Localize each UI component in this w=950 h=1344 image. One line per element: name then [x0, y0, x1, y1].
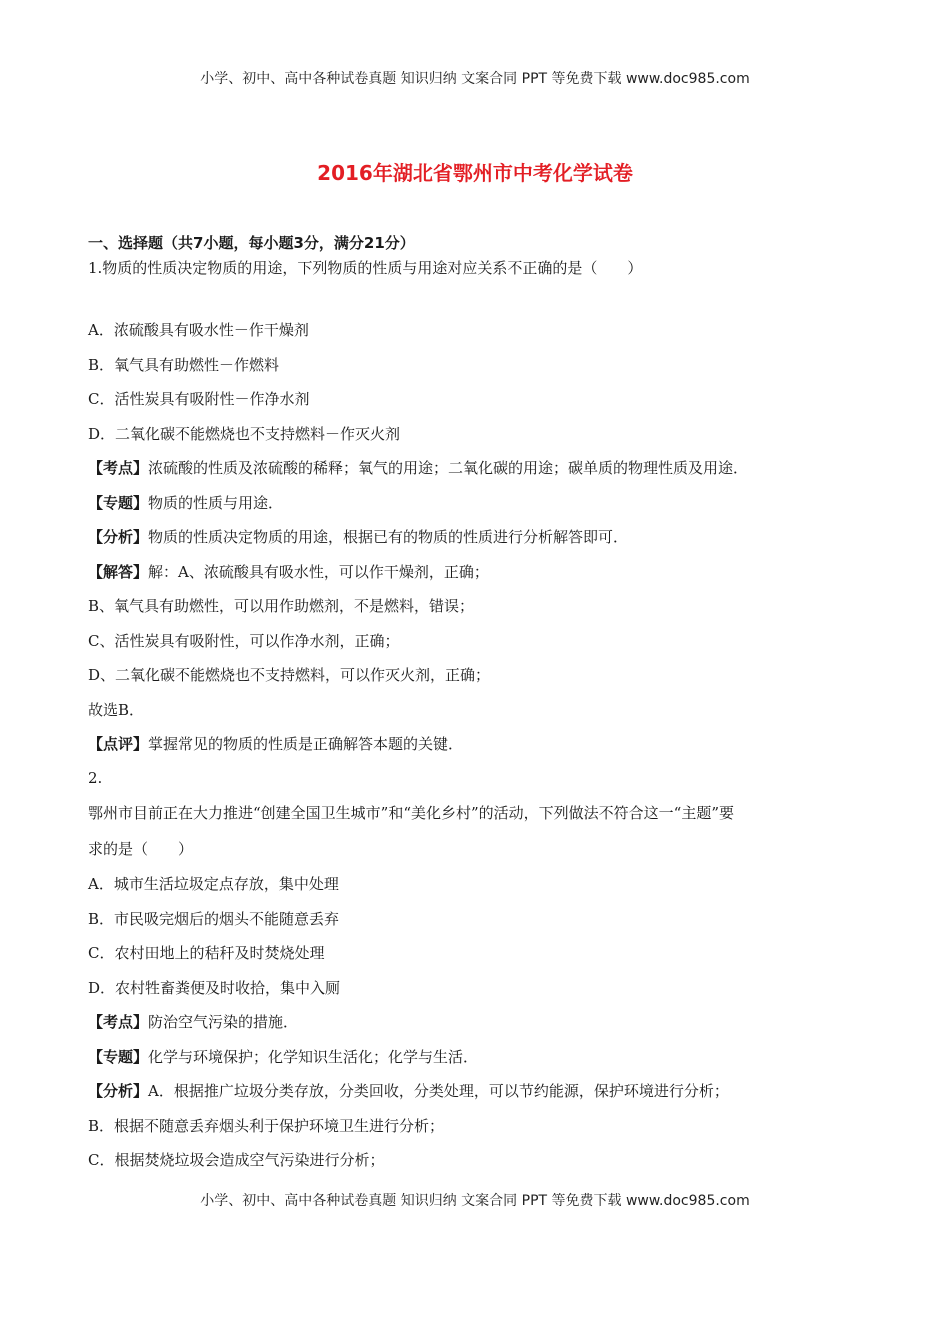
q1-jieda-line-2: B、氧气具有助燃性，可以用作助燃剂，不是燃料，错误；	[88, 597, 475, 615]
q2-stem-line-2: 求的是（ ）	[88, 840, 194, 858]
q2-kaodian	[88, 1012, 298, 1032]
q2-fenxi-tag: 【分析】	[88, 1082, 149, 1100]
q1-kaodian-text: 浓硫酸的性质及浓硫酸的稀释；氧气的用途；二氧化碳的用途；碳单质的物理性质及用途．	[148, 459, 749, 477]
q2-zhuanti	[88, 1047, 478, 1067]
q2-option-d: D．农村牲畜粪便及时收拾，集中入厕	[88, 979, 341, 997]
q1-jieda-line-3: C、活性炭具有吸附性，可以作净水剂，正确；	[88, 632, 400, 650]
q2-fenxi-line-2: B．根据不随意丢弃烟头利于保护环境卫生进行分析；	[88, 1117, 445, 1135]
q2-fenxi-line-3: C．根据焚烧垃圾会造成空气污染进行分析；	[88, 1151, 385, 1169]
q1-jieda-line-1: 解：A、浓硫酸具有吸水性，可以作干燥剂，正确；	[148, 563, 489, 581]
q1-zhuanti	[88, 493, 283, 513]
q1-kaodian	[88, 458, 748, 478]
q1-fenxi-tag: 【分析】	[88, 528, 149, 546]
page-footer: 小学、初中、高中各种试卷真题 知识归纳 文案合同 PPT 等免费下载 www.doc985.com	[200, 1193, 750, 1209]
q2-zhuanti-text: 化学与环境保护；化学知识生活化；化学与生活．	[148, 1048, 479, 1066]
q1-fenxi-text: 物质的性质决定物质的用途，根据已有的物质的性质进行分析解答即可．	[148, 528, 629, 546]
q2-stem-line-1: 鄂州市目前正在大力推进“创建全国卫生城市”和“美化乡村”的活动，下列做法不符合这一“主题”要	[88, 804, 735, 822]
q2-kaodian-text: 防治空气污染的措施．	[148, 1013, 299, 1031]
q1-stem: 1.物质的性质决定物质的用途，下列物质的性质与用途对应关系不正确的是（ ）	[88, 259, 643, 277]
page-title: 2016年湖北省鄂州市中考化学试卷	[317, 161, 633, 185]
q1-option-d: D．二氧化碳不能燃烧也不支持燃料－作灭火剂	[88, 425, 401, 443]
q1-answer: 故选B．	[88, 701, 145, 719]
q2-zhuanti-tag: 【专题】	[88, 1048, 149, 1066]
section-heading: 一、选择题（共7小题，每小题3分，满分21分）	[88, 234, 415, 252]
q2-fenxi	[88, 1081, 729, 1101]
q1-option-b: B．氧气具有助燃性－作燃料	[88, 356, 280, 374]
q1-dianping-tag: 【点评】	[88, 735, 149, 753]
q2-kaodian-tag: 【考点】	[88, 1013, 149, 1031]
q2-option-b: B．市民吸完烟后的烟头不能随意丢弃	[88, 910, 340, 928]
q1-jieda	[88, 562, 489, 582]
q1-jieda-line-4: D、二氧化碳不能燃烧也不支持燃料，可以作灭火剂，正确；	[88, 666, 491, 684]
q1-option-c: C．活性炭具有吸附性－作净水剂	[88, 390, 310, 408]
q1-zhuanti-tag: 【专题】	[88, 494, 149, 512]
page-header: 小学、初中、高中各种试卷真题 知识归纳 文案合同 PPT 等免费下载 www.doc985.com	[200, 71, 750, 87]
q1-jieda-tag: 【解答】	[88, 563, 149, 581]
q1-dianping-text: 掌握常见的物质的性质是正确解答本题的关键．	[148, 735, 464, 753]
q2-option-c: C．农村田地上的秸秆及时焚烧处理	[88, 944, 325, 962]
q2-fenxi-line-1: A．根据推广垃圾分类存放，分类回收，分类处理，可以节约能源，保护环境进行分析；	[148, 1082, 729, 1100]
q2-option-a: A．城市生活垃圾定点存放，集中处理	[88, 875, 339, 893]
q2-number: 2.	[88, 769, 103, 787]
q1-kaodian-tag: 【考点】	[88, 459, 149, 477]
q1-option-a: A．浓硫酸具有吸水性－作干燥剂	[88, 321, 309, 339]
q1-fenxi	[88, 527, 628, 547]
q1-dianping	[88, 734, 463, 754]
q1-zhuanti-text: 物质的性质与用途．	[148, 494, 284, 512]
